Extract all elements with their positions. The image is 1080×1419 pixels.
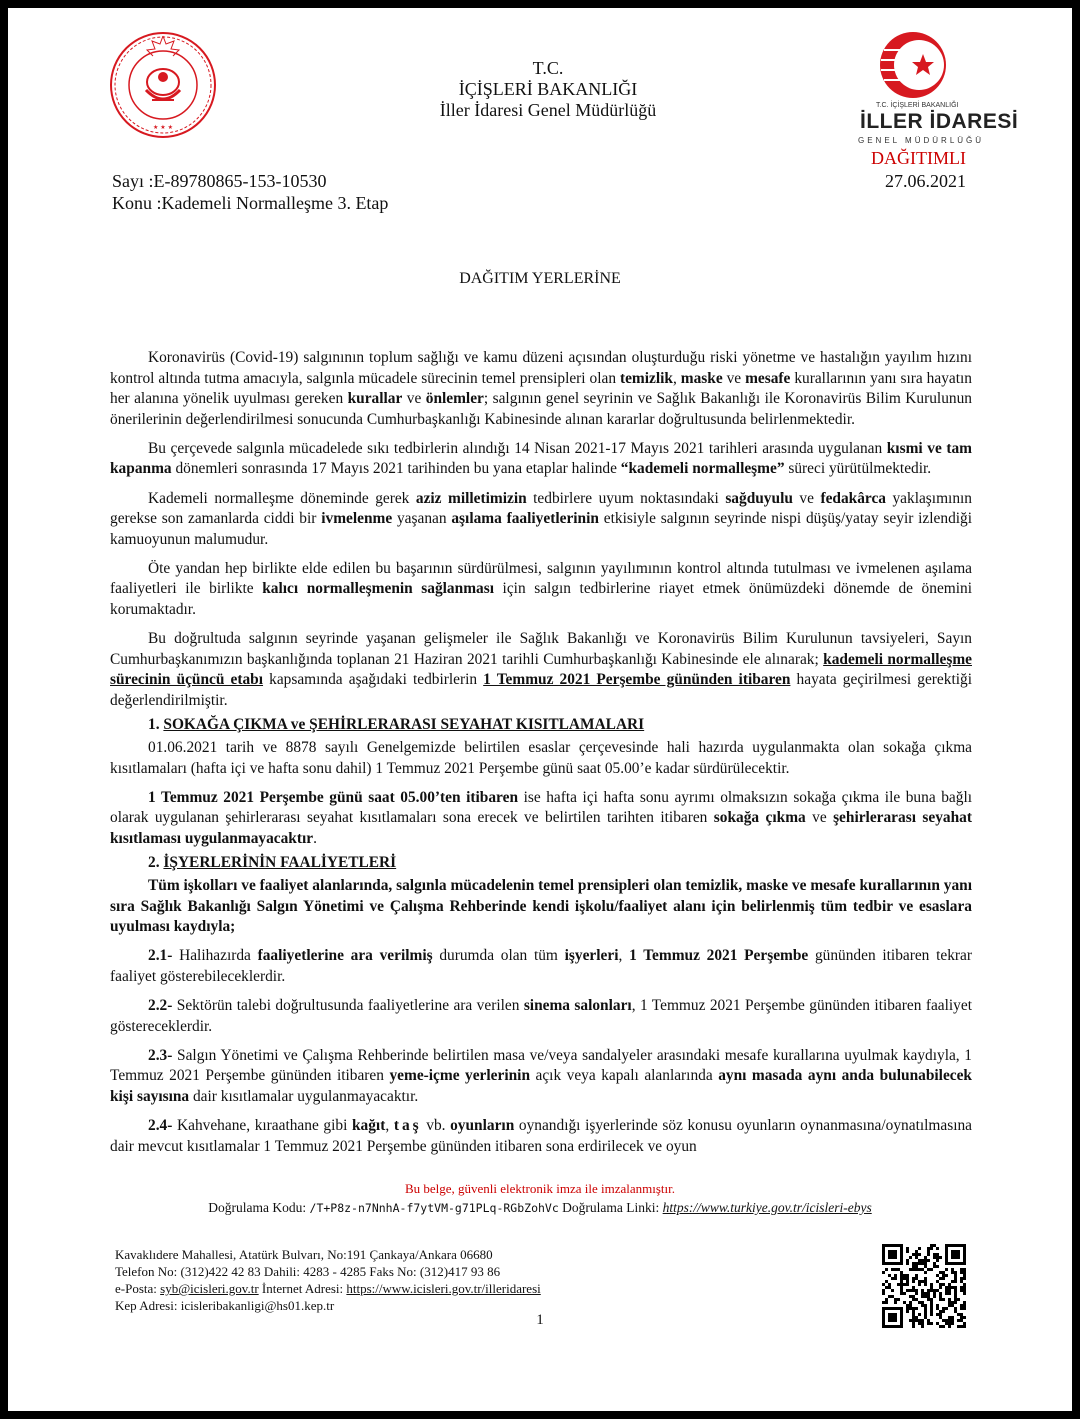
section-2-heading: 2. İŞYERLERİNİN FAALİYETLERİ [148,853,397,871]
web-link[interactable]: https://www.icisleri.gov.tr/illeridaresi [346,1281,541,1296]
section-1-paragraph-2: 1 Temmuz 2021 Perşembe günü saat 05.00’ten itibaren ise hafta içi hafta sonu ayrımı olmaksızın sokağa çıkma ile buna bağlı olarak uygulanan şehirlerarası seyahat kısıtlamaları sona erecek ve belirtilen tarihten itibaren sokağa çıkma ve şehirlerarası seyahat kısıtlaması uygulanmayacaktır. [110,788,972,847]
item-2-4: 2.4- Kahvehane, kıraathane gibi kağıt, taş vb. oyunların oynandığı işyerlerinde söz konusu oyunların oynanmasına/oynatılmasına dair mevcut kısıtlamalar 1 Temmuz 2021 Perşembe gününden itibaren sona erdirilecek ve oyun [110,1117,972,1155]
verification-code: /T+P8z-n7NnhA-f7ytVM-g71PLq-RGbZohVc [309,1201,559,1215]
page-number: 1 [536,1312,544,1328]
header-tc: T.C. [532,58,564,78]
ministry-seal-icon [108,30,218,140]
document-number: Sayı :E-89780865-153-10530 [112,171,327,191]
paragraph-5: Bu doğrultuda salgının seyrinde yaşanan gelişmeler ile Sağlık Bakanlığı ve Koronavirüs Bilim Kurulunun tavsiyeleri, Sayın Cumhurbaşkanımızın başkanlığında toplanan 21 Haziran 2021 tarihli Cumhurbaşkanlığı Kabinesinde ele alınarak; kademeli normalleşme sürecinin üçüncü etabı kapsamında aşağıdaki tedbirlerin 1 Temmuz 2021 Perşembe gününden itibaren hayata geçirilmesi gerektiği değerlendirilmiştir. [110,630,972,709]
address-line: Kavaklıdere Mahallesi, Atatürk Bulvarı, No:191 Çankaya/Ankara 06680 [115,1247,493,1262]
paragraph-2: Bu çerçevede salgınla mücadelede sıkı tedbirlerin alındığı 14 Nisan 2021-17 Mayıs 2021 tarihleri arasında uygulanan kısmi ve tam kapanma dönemleri sonrasında 17 Mayıs 2021 tarihinden bu yana etaplar halinde “kademeli normalleşme” süreci yürütülmektedir. [110,439,972,478]
document-date: 27.06.2021 [885,171,966,191]
phone-line: Telefon No: (312)422 42 83 Dahili: 4283 - 4285 Faks No: (312)417 93 86 [115,1264,501,1279]
esign-note: Bu belge, güvenli elektronik imza ile imzalanmıştır. [404,1181,676,1196]
logo-title: İLLER İDARESİ [860,110,1019,133]
document-page [8,8,1072,1411]
svg-text:★ ★ ★: ★ ★ ★ [153,124,173,131]
contact-block [115,1246,541,1314]
crescent-star-icon [878,30,948,100]
kep-line: Kep Adresi: icisleribakanligi@hs01.kep.tr [115,1298,335,1313]
verification-link[interactable]: https://www.turkiye.gov.tr/icisleri-ebys [662,1200,872,1215]
header-directorate: İller İdaresi Genel Müdürlüğü [439,100,657,120]
item-2-3: 2.3- Salgın Yönetimi ve Çalışma Rehberinde belirtilen masa ve/veya sandalyeler arasındaki mesafe kurallarına uyulmak kaydıyla, 1 Temmuz 2021 Perşembe gününden itibaren yeme-içme yerlerinin açık veya kapalı alanlarında aynı masada aynı anda bulunabilecek kişi sayısına dair kısıtlamalar uygulanmayacaktır. [110,1046,972,1105]
section-1-heading: 1. SOKAĞA ÇIKMA ve ŞEHİRLERARASI SEYAHAT KISITLAMALARI [148,715,645,733]
section-1-paragraph-1: 01.06.2021 tarih ve 8878 sayılı Genelgemizde belirtilen esaslar çerçevesinde hali hazırda uygulanmakta olan sokağa çıkma kısıtlamaları (hafta içi ve hafta sonu dahil) 1 Temmuz 2021 Perşembe günü saat 05.00’e kadar sürdürülecektir. [110,739,972,777]
paragraph-4: Öte yandan hep birlikte elde edilen bu başarının sürdürülmesi, salgının yayılımının kontrol altında tutulması ve ivmelenen aşılama faaliyetleri ile birlikte kalıcı normalleşmenin sağlanması için salgın tedbirlerine riayet etmek önümüzdeki dönemde de önemini korumaktadır. [110,559,973,619]
item-2-2: 2.2- Sektörün talebi doğrultusunda faaliyetlerine ara verilen sinema salonları, 1 Temmuz 2021 Perşembe gününden itibaren faaliyet göstereceklerdir. [110,997,972,1035]
logo-tagline: GENEL MÜDÜRLÜĞÜ [858,136,985,145]
logo-sub: T.C. İÇİŞLERİ BAKANLIĞI [876,102,959,109]
item-2-1: 2.1- Halihazırda faaliyetlerine ara verilmiş durumda olan tüm işyerleri, 1 Temmuz 2021 Perşembe gününden itibaren tekrar faaliyet gösterebileceklerdir. [110,947,972,986]
paragraph-1: Koronavirüs (Covid-19) salgınının toplum sağlığı ve kamu düzeni açısından oluşturduğu riski yönetme ve hastalığın yayılım hızını kontrol altında tutma amacıyla, salgınla mücadele sürecinin temel prensipleri olan temizlik, maske ve mesafe kurallarının yanı sıra hayatın her alanına yönelik uyulması gereken kurallar ve önlemler; salgının genel seyrinin ve Sağlık Bakanlığı ile Koronavirüs Bilim Kurulunun önerilerinin değerlendirilmesi sonucunda Cumhurbaşkanlığı Kabinesinde alınan kararlar doğrultusunda belirlenmektedir. [110,349,972,428]
document-body [110,348,972,1166]
verification-line: Doğrulama Kodu: /T+P8z-n7NnhA-f7ytVM-g71PLq-RGbZohVc Doğrulama Linki: https://www.turkiye.gov.tr/icisleri-ebys [208,1200,872,1215]
document-subject: Konu :Kademeli Normalleşme 3. Etap [112,193,389,213]
paragraph-3: Kademeli normalleşme döneminde gerek aziz milletimizin tedbirlere uyum noktasındaki sağduyulu ve fedakârca yaklaşımının gerekse son zamanlarda ciddi bir ivmelenme yaşanan aşılama faaliyetlerinin etkisiyle salgının seyrinde nispi düşüş/yatay seyir izlendiği kamuoyunun malumudur. [110,489,973,548]
section-2-intro: Tüm işkolları ve faaliyet alanlarında, salgınla mücadelenin temel prensipleri olan temizlik, maske ve mesafe kurallarının yanı sıra Sağlık Bakanlığı Salgın Yönetimi ve Çalışma Rehberinde kendi işkolu/faaliyet alanı için belirlenmiş tüm tedbir ve esaslara uyulması kaydıyla; [110,877,972,936]
iller-idaresi-logo [828,30,1019,150]
header-ministry: İÇİŞLERİ BAKANLIĞI [458,79,638,99]
email-link[interactable]: syb@icisleri.gov.tr [160,1281,259,1296]
recipient-heading: DAĞITIM YERLERİNE [459,270,621,287]
email-web-line: e-Posta: syb@icisleri.gov.tr İnternet Adresi: https://www.icisleri.gov.tr/illeridaresi [115,1281,541,1296]
distribution-label: DAĞITIMLI [871,148,966,168]
